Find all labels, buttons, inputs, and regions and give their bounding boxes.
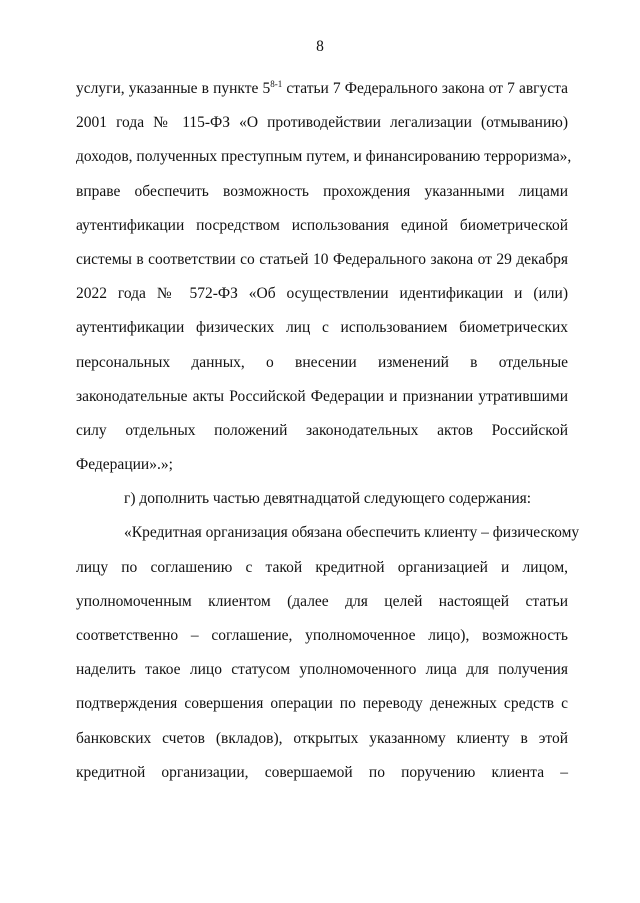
text-line: силу отдельных положений законодательных актов Российской	[76, 421, 568, 439]
text-line: аутентификации физических лиц с использованием биометрических	[76, 319, 568, 337]
text-line: системы в соответствии со статьей 10 Федерального закона от 29 декабря	[76, 250, 568, 268]
text-line: аутентификации посредством использования единой биометрической	[76, 216, 568, 234]
text-fragment: услуги, указанные в пункте 5	[76, 80, 271, 97]
text-line: кредитной организации, совершаемой по поручению клиента –	[76, 763, 568, 781]
text-fragment: статьи 7 Федерального закона от 7 августа	[282, 80, 569, 97]
text-line: уполномоченным клиентом (далее для целей настоящей статьи	[76, 592, 568, 610]
text-line: законодательные акты Российской Федерации и признании утратившими	[76, 387, 568, 405]
paragraph-start: г) дополнить частью девятнадцатой следующего содержания:	[124, 490, 532, 508]
text-line: наделить такое лицо статусом уполномоченного лица для получения	[76, 661, 568, 679]
document-body	[76, 72, 580, 790]
paragraph-start: «Кредитная организация обязана обеспечить клиенту – физическому	[124, 524, 580, 542]
text-line: персональных данных, о внесении изменений в отдельные	[76, 353, 568, 371]
text-line: 2001 года № 115-ФЗ «О противодействии легализации (отмыванию)	[76, 114, 568, 132]
text-line	[76, 72, 568, 106]
text-line: лицу по соглашению с такой кредитной организацией и лицом,	[76, 558, 568, 576]
text-line: доходов, полученных преступным путем, и финансированию терроризма»,	[76, 148, 572, 166]
text-line: банковских счетов (вкладов), открытых указанному клиенту в этой	[76, 729, 568, 747]
text-line: соответственно – соглашение, уполномоченное лицо), возможность	[76, 627, 568, 644]
text-line: вправе обеспечить возможность прохождения указанными лицами	[76, 182, 568, 200]
text-line-last: Федерации».»;	[76, 456, 173, 474]
page-number: 8	[316, 38, 324, 55]
text-line: 2022 года № 572-ФЗ «Об осуществлении идентификации и (или)	[76, 285, 568, 303]
text-line: подтверждения совершения операции по переводу денежных средств с	[76, 695, 568, 713]
superscript: 8-1	[270, 78, 283, 89]
